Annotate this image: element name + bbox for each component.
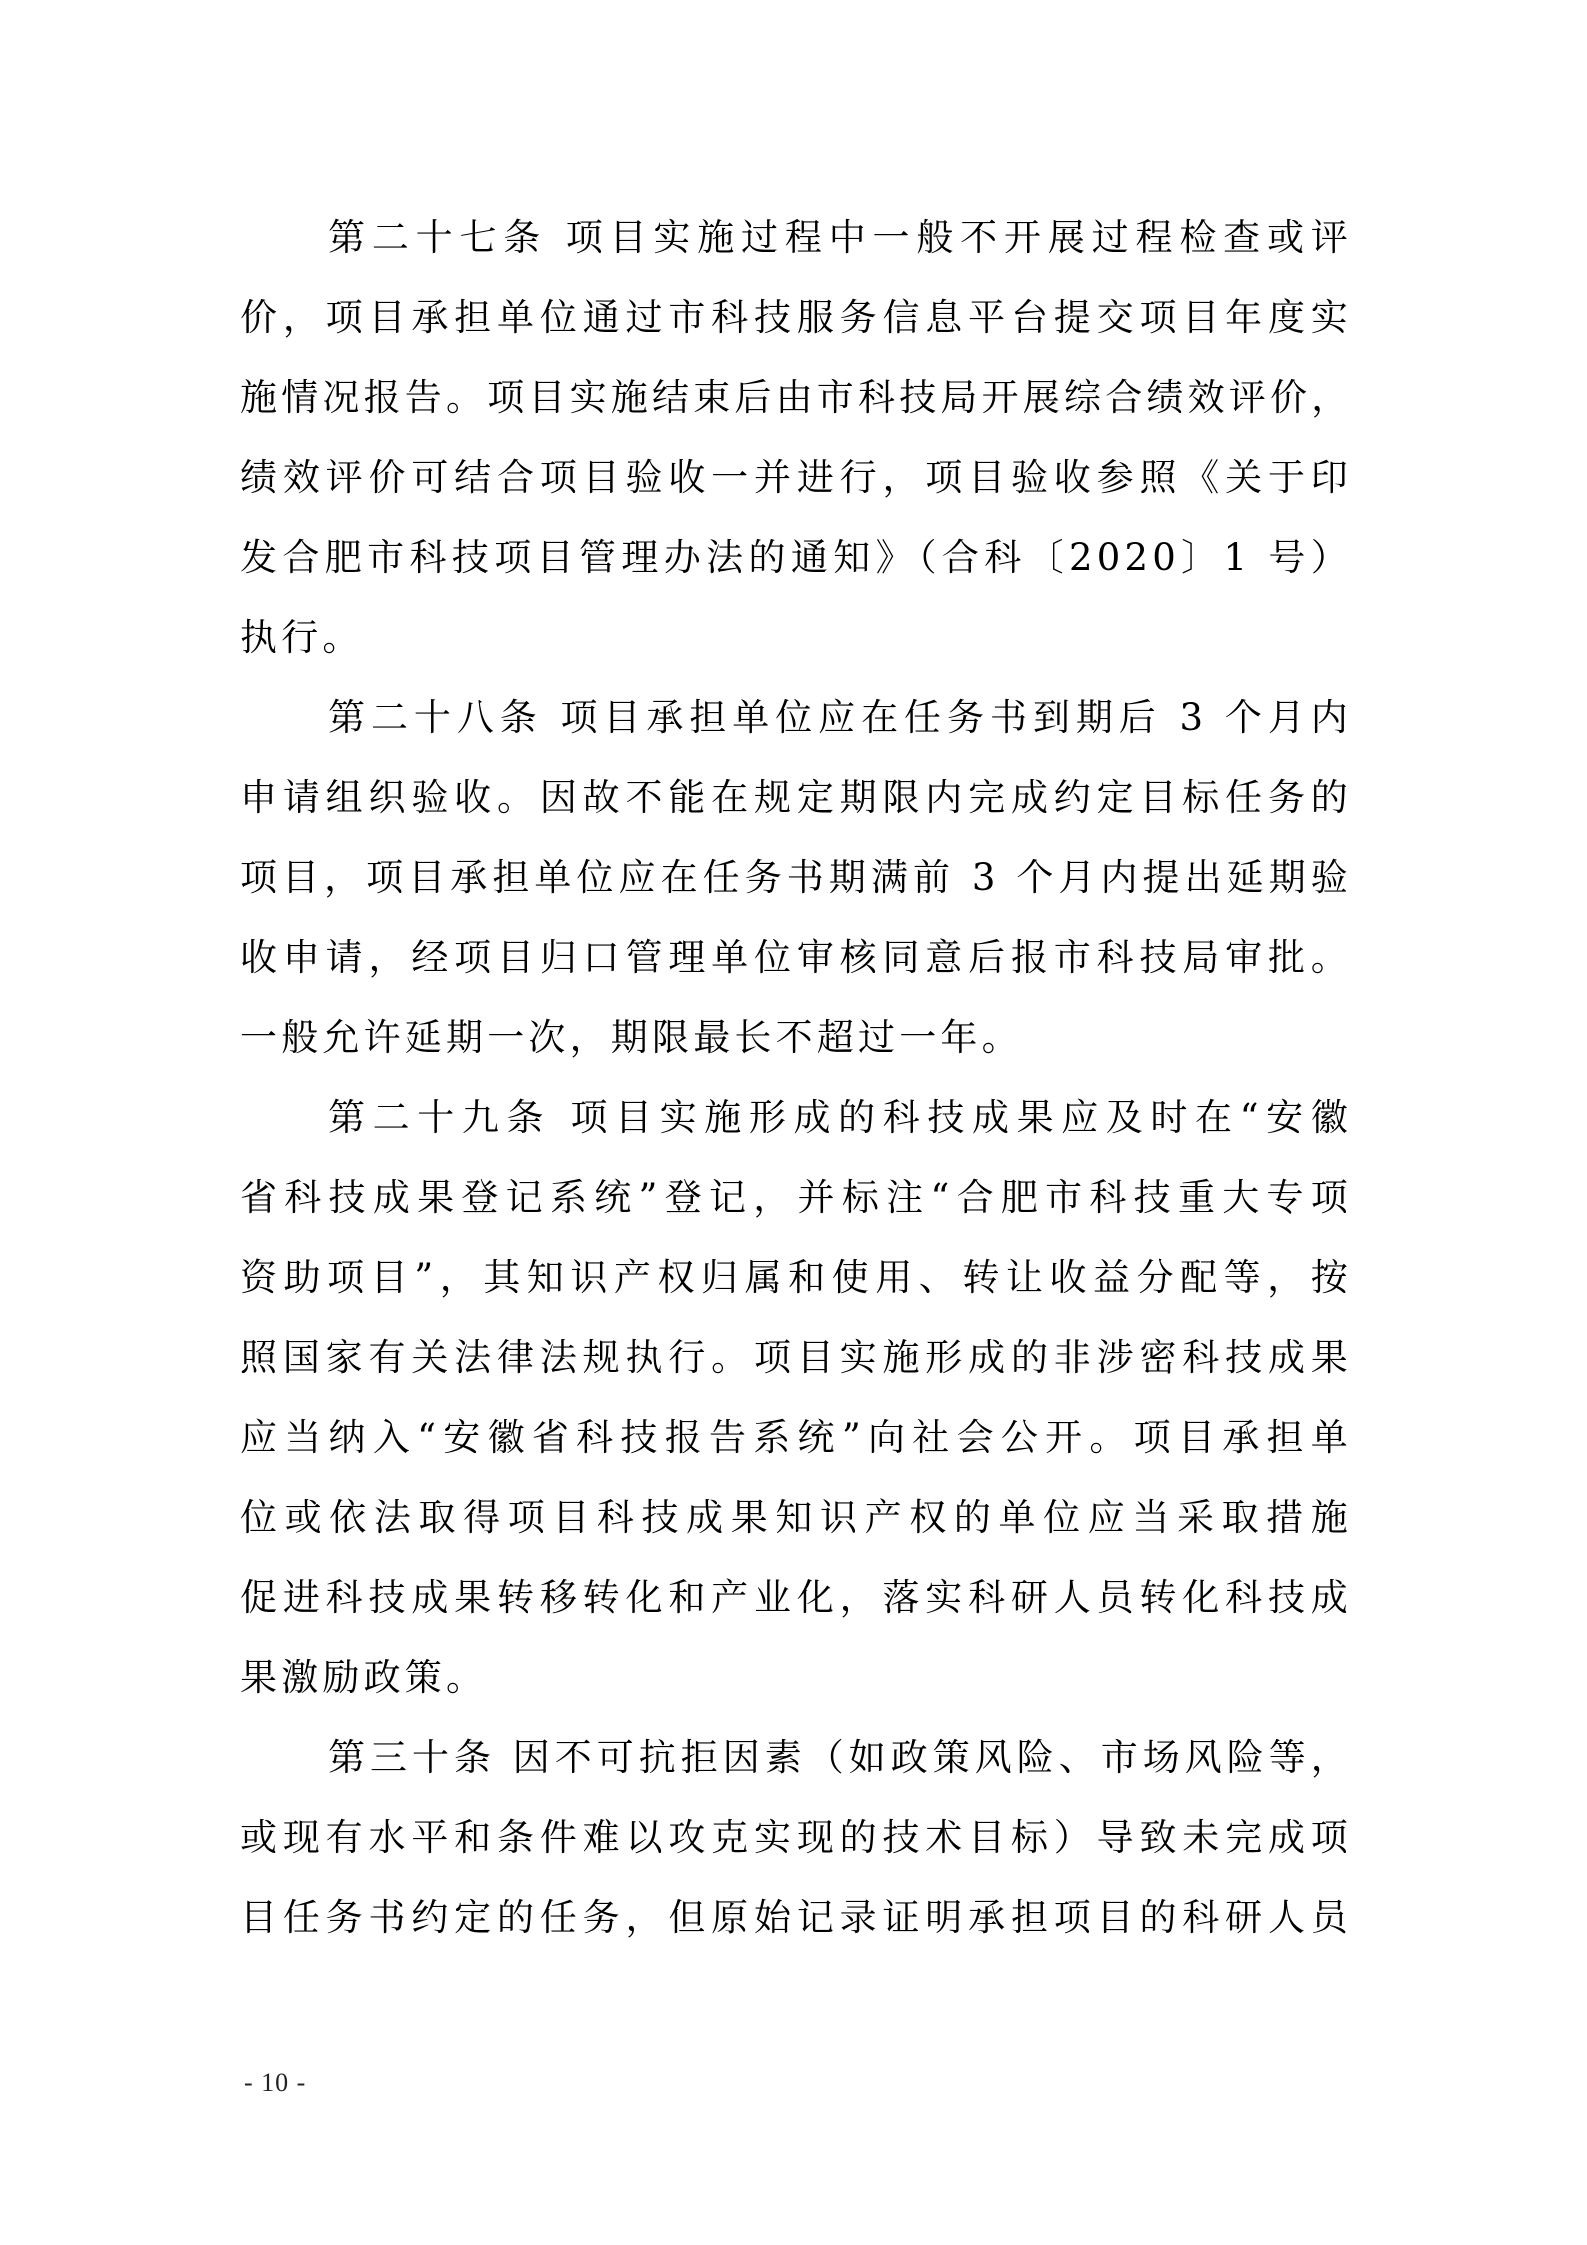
article-27-line-5: 发合肥市科技项目管理办法的通知》（合科〔2020〕1 号）: [240, 536, 1352, 579]
article-28-line-1: 第二十八条 项目承担单位应在任务书到期后 3 个月内: [328, 696, 1352, 739]
article-27-line-6: 执行。: [240, 616, 364, 659]
article-28-line-3: 项目，项目承担单位应在任务书期满前 3 个月内提出延期验: [240, 856, 1352, 899]
article-29-line-7: 促进科技成果转移转化和产业化，落实科研人员转化科技成: [240, 1576, 1352, 1619]
article-29-line-4: 照国家有关法律法规执行。项目实施形成的非涉密科技成果: [240, 1336, 1352, 1379]
article-29-line-2: 省科技成果登记系统”登记，并标注“合肥市科技重大专项: [240, 1176, 1352, 1219]
article-27-line-3: 施情况报告。项目实施结束后由市科技局开展综合绩效评价，: [240, 376, 1353, 419]
article-30-line-1: 第三十条 因不可抗拒因素（如政策风险、市场风险等，: [328, 1736, 1352, 1779]
article-28-line-2: 申请组织验收。因故不能在规定期限内完成约定目标任务的: [240, 776, 1352, 819]
article-27-line-2: 价，项目承担单位通过市科技服务信息平台提交项目年度实: [240, 296, 1352, 339]
article-27-line-4: 绩效评价可结合项目验收一并进行，项目验收参照《关于印: [240, 456, 1352, 499]
article-29-line-1: 第二十九条 项目实施形成的科技成果应及时在“安徽: [328, 1096, 1352, 1139]
article-29-line-5: 应当纳入“安徽省科技报告系统”向社会公开。项目承担单: [240, 1416, 1352, 1459]
article-30-line-3: 目任务书约定的任务，但原始记录证明承担项目的科研人员: [240, 1896, 1352, 1939]
article-27-line-1: 第二十七条 项目实施过程中一般不开展过程检查或评: [328, 216, 1352, 259]
article-29-line-3: 资助项目”，其知识产权归属和使用、转让收益分配等，按: [240, 1256, 1352, 1299]
article-28-line-4: 收申请，经项目归口管理单位审核同意后报市科技局审批。: [240, 936, 1352, 979]
article-29-line-8: 果激励政策。: [240, 1656, 488, 1699]
article-28-line-5: 一般允许延期一次，期限最长不超过一年。: [240, 1016, 1023, 1059]
article-30-line-2: 或现有水平和条件难以攻克实现的技术目标）导致未完成项: [240, 1816, 1352, 1859]
article-29-line-6: 位或依法取得项目科技成果知识产权的单位应当采取措施: [240, 1496, 1352, 1539]
page-number: - 10 -: [244, 2068, 307, 2097]
